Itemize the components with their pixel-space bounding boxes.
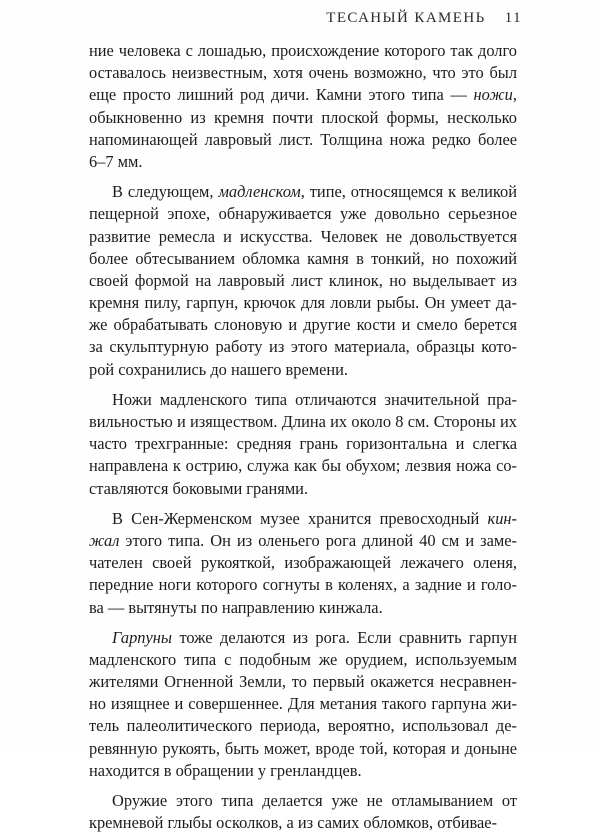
text-line [89, 84, 517, 106]
text-line: же обрабатывать слоновую и другие кости и смело берется [89, 315, 517, 335]
text-segment: , [512, 85, 517, 105]
text-line: 6–7 мм. [89, 151, 143, 171]
italic-term: ножи [473, 85, 513, 105]
text-line: чателен своей рукояткой, изображающей лежачего оленя, [89, 553, 517, 573]
text-line [89, 508, 517, 530]
text-segment: , типе, относящемся к великой [300, 182, 517, 202]
body-text [89, 40, 517, 834]
text-line: ние человека с лошадью, происхождение которого так долго [89, 41, 517, 60]
text-line: обыкновенно из кремня почти плоской формы, несколько [89, 107, 517, 127]
italic-term: жал [89, 530, 120, 550]
text-segment: В Сен-Жерменском музее хранится превосходный [112, 508, 488, 528]
text-line: Оружие этого типа делается уже не отламыванием от [112, 791, 517, 810]
paragraph [89, 381, 517, 500]
text-line: жителями Огненной Земли, то первый окажется несравнен- [89, 672, 517, 692]
text-line [89, 181, 517, 203]
text-line: оставалось неизвестным, хотя очень возможно, что это был [89, 63, 517, 83]
paragraph [89, 173, 517, 381]
text-line: более обтесыванием обломка камня в тонкий, но похожий [89, 248, 517, 268]
text-line: пещерной эпохе, обнаруживается уже довольно серьезное [89, 204, 517, 224]
italic-term: кин- [487, 508, 517, 528]
page-number: 11 [504, 10, 522, 26]
text-line: рой сохранились до нашего времени. [89, 359, 349, 379]
paragraph [89, 500, 517, 619]
text-line: но изящнее и совершеннее. Для метания такого гарпуна жи- [89, 694, 517, 714]
chapter-title: ТЕСАНЫЙ КАМЕНЬ [326, 10, 486, 26]
text-line: Ножи мадленского типа отличаются значительной пра- [112, 389, 517, 409]
italic-term: Гарпуны [112, 627, 173, 647]
text-line: напоминающей лавровый лист. Толщина ножа редко более [89, 129, 517, 149]
italic-term: мадленском [218, 182, 301, 202]
text-line: кремня пилу, гарпун, крючок для ловли рыбы. Он умеет да- [89, 293, 517, 313]
text-line: ревянную рукоять, быть может, вроде той, которая и доныне [89, 738, 517, 758]
paragraph [89, 782, 517, 834]
paragraph [89, 619, 517, 782]
text-line: часто трехгранные: средняя грань горизонтальна и слегка [89, 434, 517, 454]
text-line: своей формой на лавровый лист клинок, но выделывает из [89, 270, 517, 290]
text-segment: В следующем, [112, 182, 219, 202]
text-line: тель палеолитического периода, вероятно, использовал де- [89, 716, 517, 736]
text-line: передние ноги которого согнуты в коленях, а задние и голо- [89, 575, 517, 595]
text-line: ва — вытянуты по направлению кинжала. [89, 597, 383, 617]
text-line [89, 530, 517, 552]
text-line: за скульптурную работу из этого материала, образцы кото- [89, 337, 517, 357]
running-header [326, 10, 522, 27]
text-segment: еще просто лишний род дичи. Камни этого типа — [89, 85, 474, 105]
text-line: ставляются боковыми гранями. [89, 478, 309, 498]
text-line: вильностью и изяществом. Длина их около 8 см. Стороны их [89, 412, 517, 431]
paragraph [89, 40, 517, 173]
text-line: кремневой глыбы осколков, а из самих обломков, отбивае- [89, 813, 498, 833]
text-segment: тоже делаются из рога. Если сравнить гарпун [172, 627, 517, 647]
text-segment: этого типа. Он из оленьего рога длиной 40 см и заме- [119, 530, 517, 550]
text-line: направлена к острию, служа как бы обухом; лезвия ножа со- [89, 456, 517, 476]
text-line [89, 627, 517, 649]
text-line: мадленского типа с подобным же орудием, используемым [89, 649, 517, 669]
text-line: находится в обращении у гренландцев. [89, 760, 362, 780]
text-line: развитие ремесла и искусства. Человек не довольствуется [89, 226, 517, 246]
